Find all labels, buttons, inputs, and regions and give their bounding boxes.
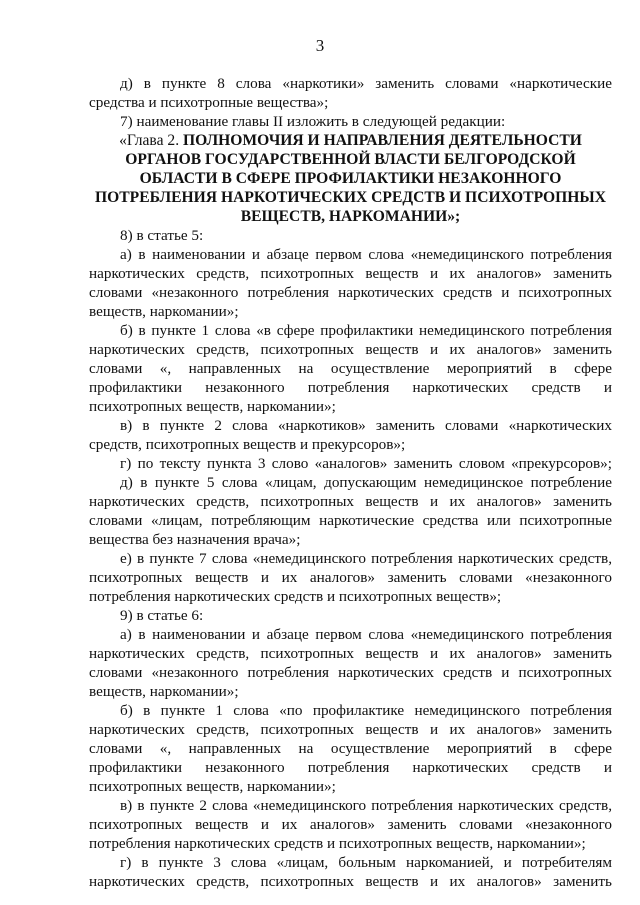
text-line: словами «, направленных на осуществление мероприятий в сфере (89, 740, 612, 757)
text-line: словами «незаконного потребления наркотических средств и психотропных (89, 664, 612, 681)
text-line: психотропных веществ, наркомании»; (89, 398, 336, 415)
text-line: наркотических средств, психотропных веществ и их аналогов» заменить (89, 493, 612, 510)
text-line: наркотических средств, психотропных веществ и их аналогов» заменить (89, 873, 612, 890)
text-line: вещества без назначения врача»; (89, 531, 301, 548)
text-line: а) в наименовании и абзаце первом слова «немедицинского потребления (120, 246, 612, 263)
chapter-heading-lead: «Глава 2. (119, 132, 183, 149)
document-body (89, 74, 612, 891)
text-line: е) в пункте 7 слова «немедицинского потребления наркотических средств, (120, 550, 612, 567)
text-line: 8) в статье 5: (120, 227, 204, 244)
text-line: потребления наркотических средств и психотропных веществ»; (89, 588, 502, 605)
text-line: словами «, направленных на осуществление мероприятий в сфере (89, 360, 612, 377)
text-line: словами «незаконного потребления наркотических средств и психотропных (89, 284, 612, 301)
text-line: психотропных веществ и их аналогов» заменить словами «незаконного (89, 816, 612, 833)
text-line: б) в пункте 1 слова «в сфере профилактики немедицинского потребления (120, 322, 612, 339)
text-line: наркотических средств, психотропных веществ и их аналогов» заменить (89, 265, 612, 282)
text-line: а) в наименовании и абзаце первом слова «немедицинского потребления (120, 626, 612, 643)
chapter-heading-line-1 (89, 131, 612, 150)
text-line: в) в пункте 2 слова «немедицинского потребления наркотических средств, (120, 797, 612, 814)
text-line: наркотических средств, психотропных веществ и их аналогов» заменить (89, 645, 612, 662)
chapter-heading-line-5: ВЕЩЕСТВ, НАРКОМАНИИ»; (240, 208, 461, 225)
text-line: 9) в статье 6: (120, 607, 204, 624)
text-line: средства и психотропные вещества»; (89, 94, 329, 111)
text-line: наркотических средств, психотропных веществ и их аналогов» заменить (89, 721, 612, 738)
text-line: психотропных веществ, наркомании»; (89, 778, 336, 795)
text-line: веществ, наркомании»; (89, 303, 239, 320)
text-line: психотропных веществ и их аналогов» заменить словами «незаконного (89, 569, 612, 586)
chapter-heading-line-3: ОБЛАСТИ В СФЕРЕ ПРОФИЛАКТИКИ НЕЗАКОННОГО (139, 170, 562, 187)
text-line: г) по тексту пункта 3 слово «аналогов» заменить словом «прекурсоров»; (120, 455, 612, 472)
text-line: 7) наименование главы II изложить в следующей редакции: (120, 113, 506, 130)
text-line: б) в пункте 1 слова «по профилактике немедицинского потребления (120, 702, 612, 719)
text-line: д) в пункте 5 слова «лицам, допускающим немедицинское потребление (120, 474, 612, 491)
text-line: г) в пункте 3 слова «лицам, больным наркоманией, и потребителям (120, 854, 612, 871)
text-line: в) в пункте 2 слова «наркотиков» заменить словами «наркотических (120, 417, 612, 434)
text-line: потребления наркотических средств и психотропных веществ, наркомании»; (89, 835, 586, 852)
text-line: д) в пункте 8 слова «наркотики» заменить словами «наркотические (120, 75, 612, 92)
page-number: 3 (315, 36, 325, 55)
text-line: профилактики незаконного потребления наркотических средств и (89, 759, 612, 776)
text-line: средств, психотропных веществ и прекурсоров»; (89, 436, 406, 453)
text-line: словами «лицам, потребляющим наркотические средства или психотропные (89, 512, 612, 529)
chapter-heading-line-2: ОРГАНОВ ГОСУДАРСТВЕННОЙ ВЛАСТИ БЕЛГОРОДСКОЙ (125, 151, 576, 168)
chapter-heading-line-4: ПОТРЕБЛЕНИЯ НАРКОТИЧЕСКИХ СРЕДСТВ И ПСИХОТРОПНЫХ (95, 189, 606, 206)
text-line: профилактики незаконного потребления наркотических средств и (89, 379, 612, 396)
text-line: наркотических средств, психотропных веществ и их аналогов» заменить (89, 341, 612, 358)
chapter-heading-title: ПОЛНОМОЧИЯ И НАПРАВЛЕНИЯ ДЕЯТЕЛЬНОСТИ (183, 132, 582, 149)
text-line: веществ, наркомании»; (89, 683, 239, 700)
